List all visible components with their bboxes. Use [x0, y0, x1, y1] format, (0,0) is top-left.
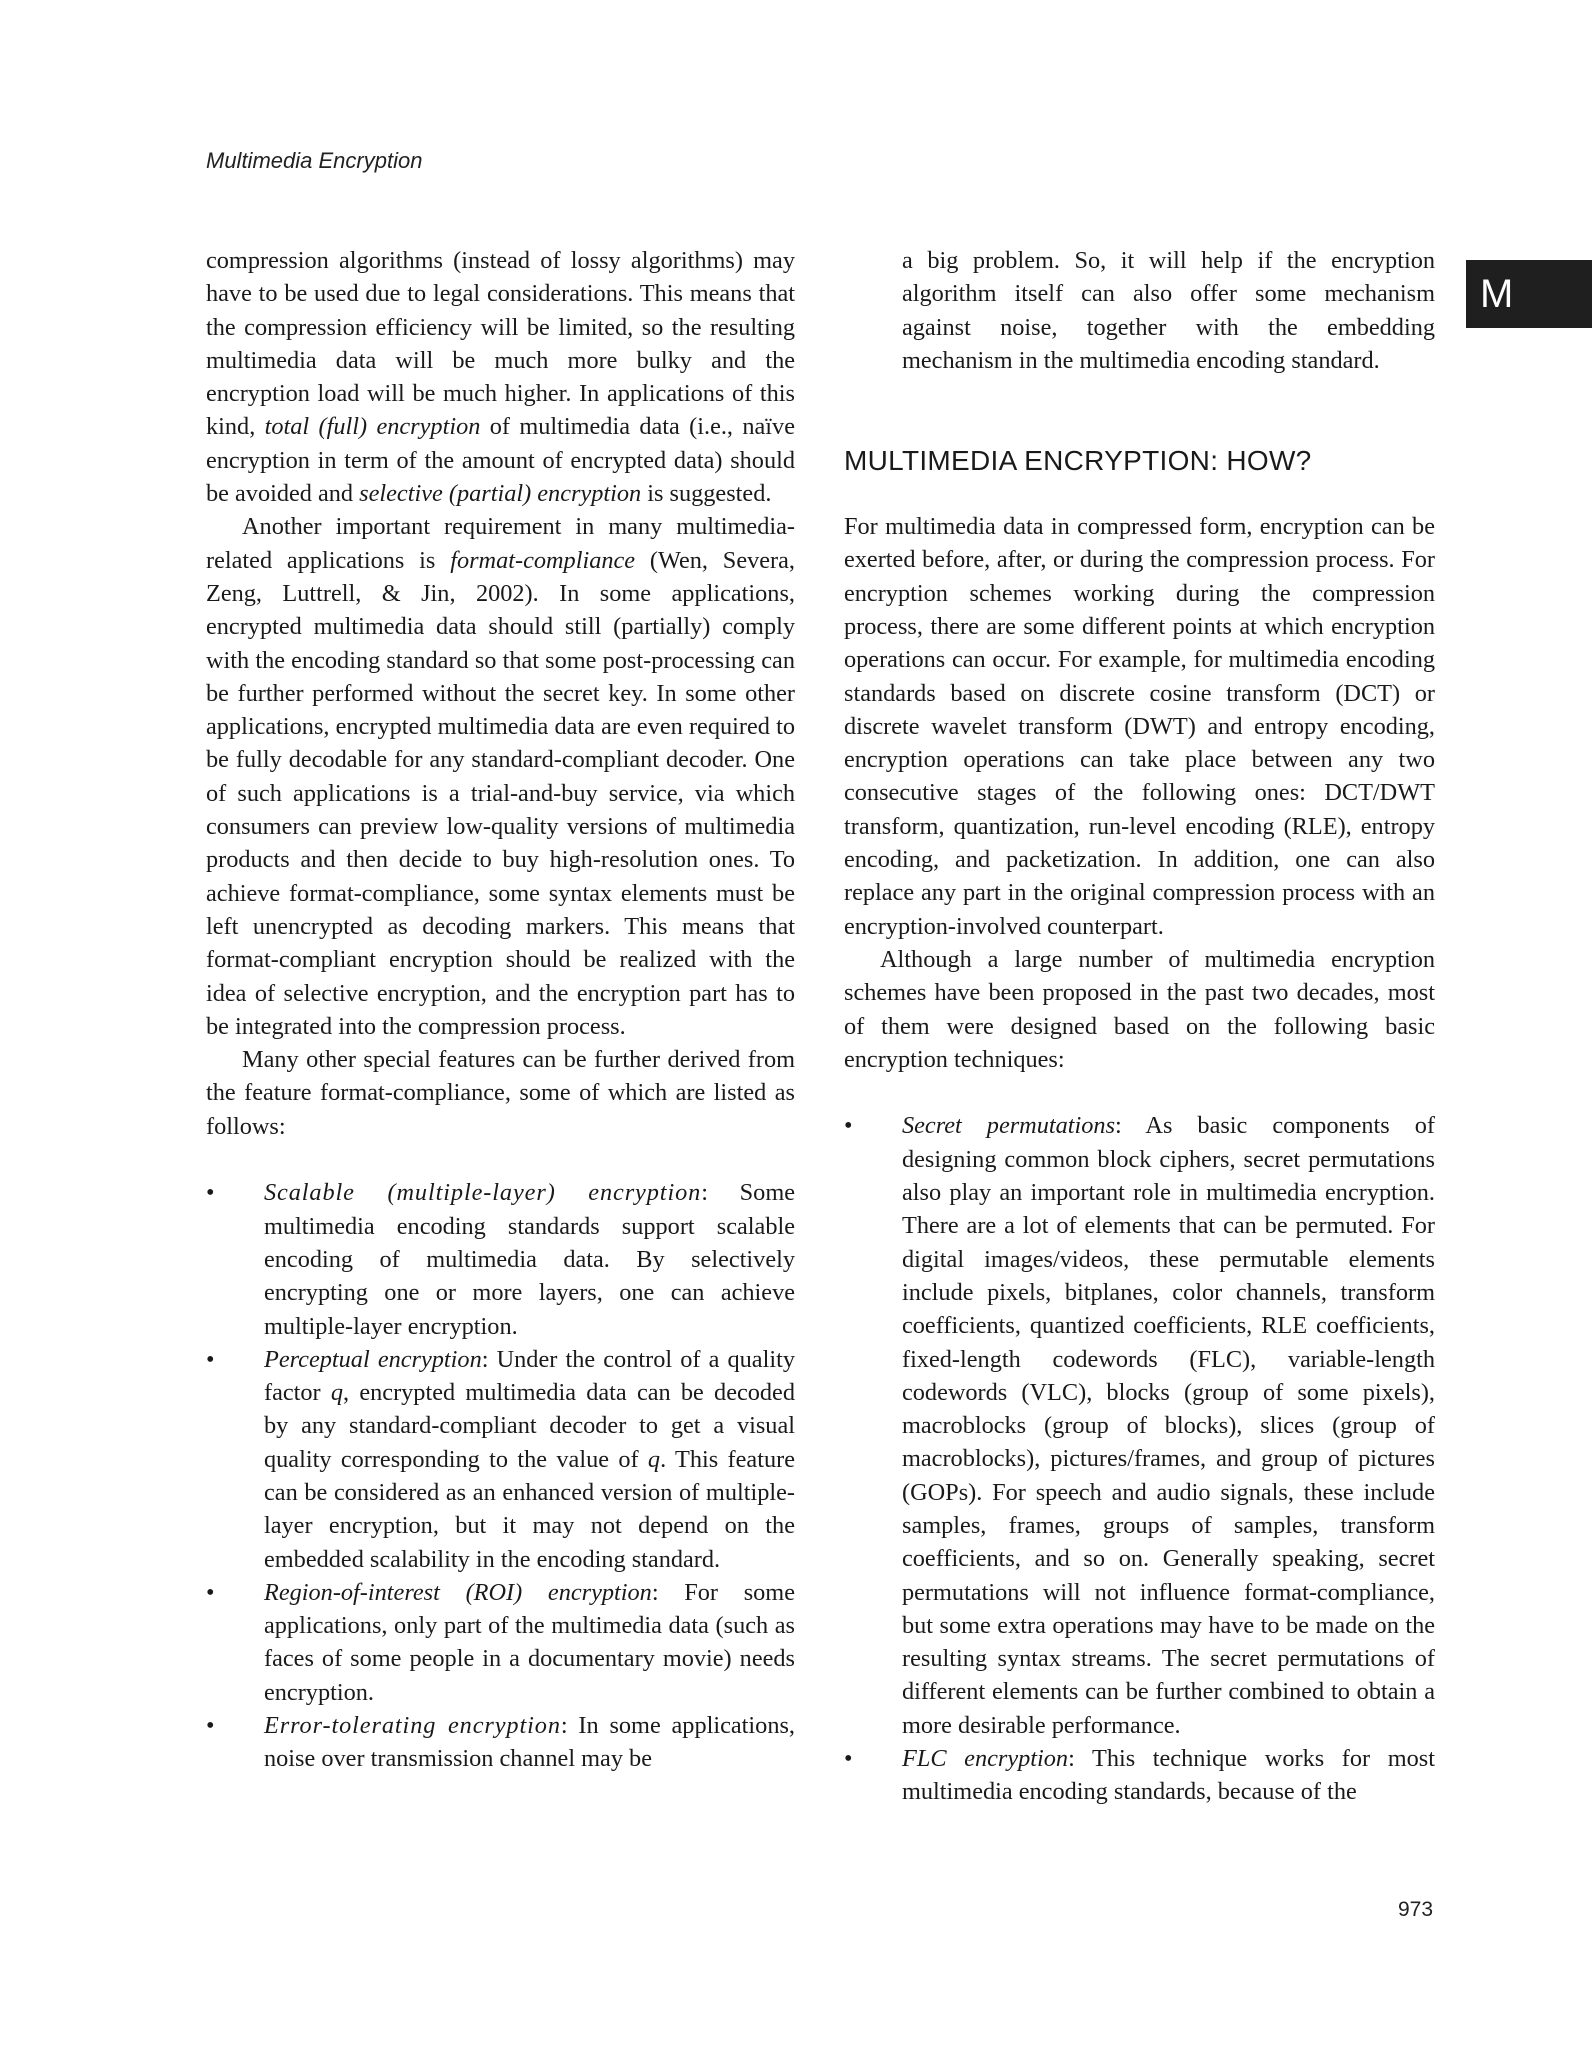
page-number: 973 [1398, 1898, 1434, 1921]
list-term: Secret permutations [902, 1112, 1116, 1140]
list-term: FLC encryption [902, 1745, 1069, 1773]
emphasis: format-compliance [450, 546, 636, 574]
list-item: • Region-of-interest (ROI) encryption: For some applications, only part of the multimedia data (such as faces of some people in a documentary movie) needs encryption. [206, 1576, 795, 1709]
emphasis: total (full) encryption [264, 413, 481, 441]
list-item: • Scalable (multiple-layer) encryption: Some multimedia encoding standards support scalable encoding of multimedia data. By selectively encrypting one or more layers, one can achieve multiple-layer encryption. [206, 1176, 795, 1342]
paragraph: Although a large number of multimedia encryption schemes have been proposed in the past two decades, most of them were designed based on the following basic encryption techniques: [844, 945, 1435, 1073]
section-heading: MULTIMEDIA ENCRYPTION: HOW? [844, 444, 1312, 476]
thumb-tab-letter: M [1480, 272, 1514, 316]
list-term: Error-tolerating encryption [264, 1712, 561, 1740]
spacer [844, 410, 1435, 443]
paragraph: For multimedia data in compressed form, encryption can be exerted before, after, or during the compression process. For encryption schemes working during the compression process, there are some different points at which encryption operations can occur. For example, for multimedia encoding standards based on discrete cosine transform (DCT) or discrete wavelet transform (DWT) and entropy encoding, encryption operations can take place between any two consecutive stages of the following ones: DCT/DWT transform, quantization, run-level encoding (RLE), entropy encoding, and packetization. In addition, one can also replace any part in the original compression process with an encryption-involved counterpart. [844, 513, 1435, 940]
spacer [844, 377, 1435, 410]
spacer [206, 1143, 795, 1176]
list-item-continuation: a big problem. So, it will help if the encryption algorithm itself can also offer some mechanism against noise, together with the embedding mechanism in the multimedia encoding standard. [902, 247, 1435, 374]
section-thumb-tab [1466, 260, 1592, 328]
math-variable: q [647, 1445, 661, 1473]
list-term: Region-of-interest (ROI) encryption [264, 1578, 652, 1606]
math-variable: q [330, 1379, 344, 1407]
running-header: Multimedia Encryption [206, 148, 423, 173]
paragraph: Many other special features can be further derived from the feature format-compliance, some of which are listed as follows: [206, 1046, 795, 1140]
paragraph: compression algorithms (instead of lossy algorithms) may have to be used due to legal considerations. This means that the compression efficiency will be limited, so the resulting multimedia data will be much more bulky and the encryption load will be much higher. In applications of this kind, total (full) encryption of multimedia data (i.e., naïve encryption in term of the amount of encrypted data) should be avoided and selective (partial) encryption is suggested. [206, 247, 795, 508]
emphasis: selective (partial) encryption [359, 480, 642, 508]
list-item: • Secret permutations: As basic components of designing common block ciphers, secret permutations also play an important role in multimedia encryption. There are a lot of elements that can be permuted. For digital images/videos, these permutable elements include pixels, bitplanes, color channels, transform coefficients, quantized coefficients, RLE coefficients, fixed-length codewords (FLC), variable-length codewords (VLC), blocks (group of some pixels), macroblocks (group of blocks), slices (group of macroblocks), pictures/frames, and group of pictures (GOPs). For speech and audio signals, these include samples, frames, groups of samples, transform coefficients, and so on. Generally speaking, secret permutations will not influence format-compliance, but some extra operations may have to be made on the resulting syntax streams. The secret permutations of different elements can be further combined to obtain a more desirable performance. [844, 1109, 1435, 1742]
list-item: • Error-tolerating encryption: In some applications, noise over transmission channel may be [206, 1709, 795, 1776]
list-term: Perceptual encryption [264, 1345, 482, 1373]
list-item: • FLC encryption: This technique works for most multimedia encoding standards, because of the [844, 1742, 1435, 1809]
right-column [844, 244, 1435, 1809]
list-term: Scalable (multiple-layer) encryption [264, 1179, 702, 1207]
feature-list [206, 1176, 795, 1775]
paragraph: Another important requirement in many multimedia-related applications is format-compliance (Wen, Severa, Zeng, Luttrell, & Jin, 2002). In some applications, encrypted multimedia data should still (partially) comply with the encoding standard so that some post-processing can be further performed without the secret key. In some other applications, encrypted multimedia data are even required to be fully decodable for any standard-compliant decoder. One of such applications is a trial-and-buy service, via which consumers can preview low-quality versions of multimedia products and then decide to buy high-resolution ones. To achieve format-compliance, some syntax elements must be left unencrypted as decoding markers. This means that format-compliant encryption should be realized with the idea of selective encryption, and the encryption part has to be integrated into the compression process. [206, 513, 795, 1040]
list-item: • Perceptual encryption: Under the control of a quality factor q, encrypted multimedia data can be decoded by any standard-compliant decoder to get a visual quality corresponding to the value of q. This feature can be considered as an enhanced version of multiple-layer encryption, but it may not depend on the embedded scalability in the encoding standard. [206, 1343, 795, 1576]
spacer [844, 1076, 1435, 1109]
spacer [844, 477, 1435, 510]
technique-list [844, 1109, 1435, 1808]
left-column [206, 244, 795, 1776]
